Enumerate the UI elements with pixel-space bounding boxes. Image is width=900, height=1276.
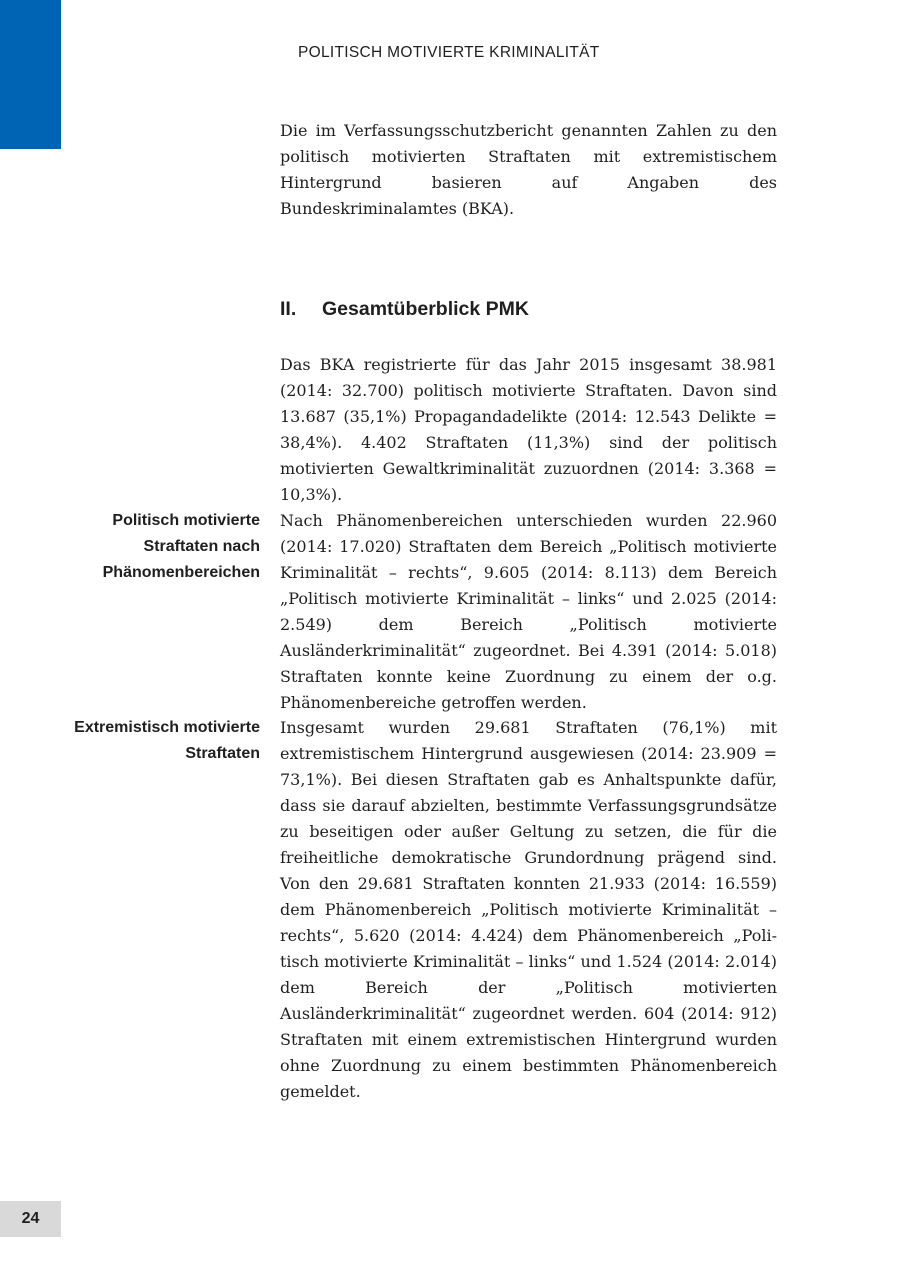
extremist-paragraph: Insgesamt wurden 29.681 Straftaten (76,1%) mit extremistischem Hintergrund ausgewiesen (2014: 23.909 = 73,1%). Bei diesen Straftaten gab es Anhaltspunkte dafür, dass sie darauf abzielten, bestimmte Verfassungsgrundsätze zu beseitigen oder außer Geltung zu setzen, die für die freiheitliche demokratische Grundordnung prägend sind. Von den 29.681 Straftaten konnten 21.933 (2014: 16.559) dem Phänomenbereich „Politisch motivierte Kriminalität – rechts“, 5.620 (2014: 4.424) dem Phänomenbereich „Politisch motivierte Kriminalität – links“ und 1.524 (2014: 2.014) dem Bereich der „Politisch motivierten Ausländerkriminalität“ zugeordnet werden. 604 (2014: 912) Straftaten mit einem extremistischen Hintergrund wurden ohne Zuordnung zu einem bestimmten Phänomenbereich gemeldet. xyxy=(280,718,777,1101)
section-title: Gesamtüberblick PMK xyxy=(322,298,529,320)
overview-paragraph: Das BKA registrierte für das Jahr 2015 insgesamt 38.981 (2014: 32.700) politisch motivierte Straftaten. Davon sind 13.687 (35,1%) Propagandadelikte (2014: 12.543 Delikte = 38,4%). 4.402 Straftaten (11,3%) sind der politisch motivierten Gewaltkriminalität zuzuordnen (2014: 3.368 = 10,3%). xyxy=(280,355,777,504)
chapter-color-tab xyxy=(0,0,61,149)
sidenote-extremist: Extremistisch motivierte Straftaten xyxy=(74,719,260,762)
sidenote-phenomena: Politisch motivierte Straftaten nach Phänomenbereichen xyxy=(102,512,260,581)
section-heading xyxy=(280,298,529,321)
phenomena-paragraph: Nach Phänomenbereichen unterschieden wurden 22.960 (2014: 17.020) Straftaten dem Bereich „Politisch motivierte Kriminalität – rechts“, 9.605 (2014: 8.113) dem Bereich „Politisch motivierte Kriminalität – links“ und 2.025 (2014: 2.549) dem Bereich „Politisch motivierte Ausländerkriminalität“ zugeordnet. Bei 4.391 (2014: 5.018) Straftaten konnte keine Zuordnung zu einem der o.g. Phänomenbereiche getroffen werden. xyxy=(280,511,777,712)
section-number: II. xyxy=(280,298,297,320)
page-number: 24 xyxy=(0,1201,61,1237)
running-header: POLITISCH MOTIVIERTE KRIMINALITÄT xyxy=(298,44,600,61)
intro-paragraph: Die im Verfassungsschutzbericht genannten Zahlen zu den politisch motivierten Straftaten mit extremistischem Hintergrund basieren auf Angaben des Bundeskriminalamtes (BKA). xyxy=(280,121,777,218)
